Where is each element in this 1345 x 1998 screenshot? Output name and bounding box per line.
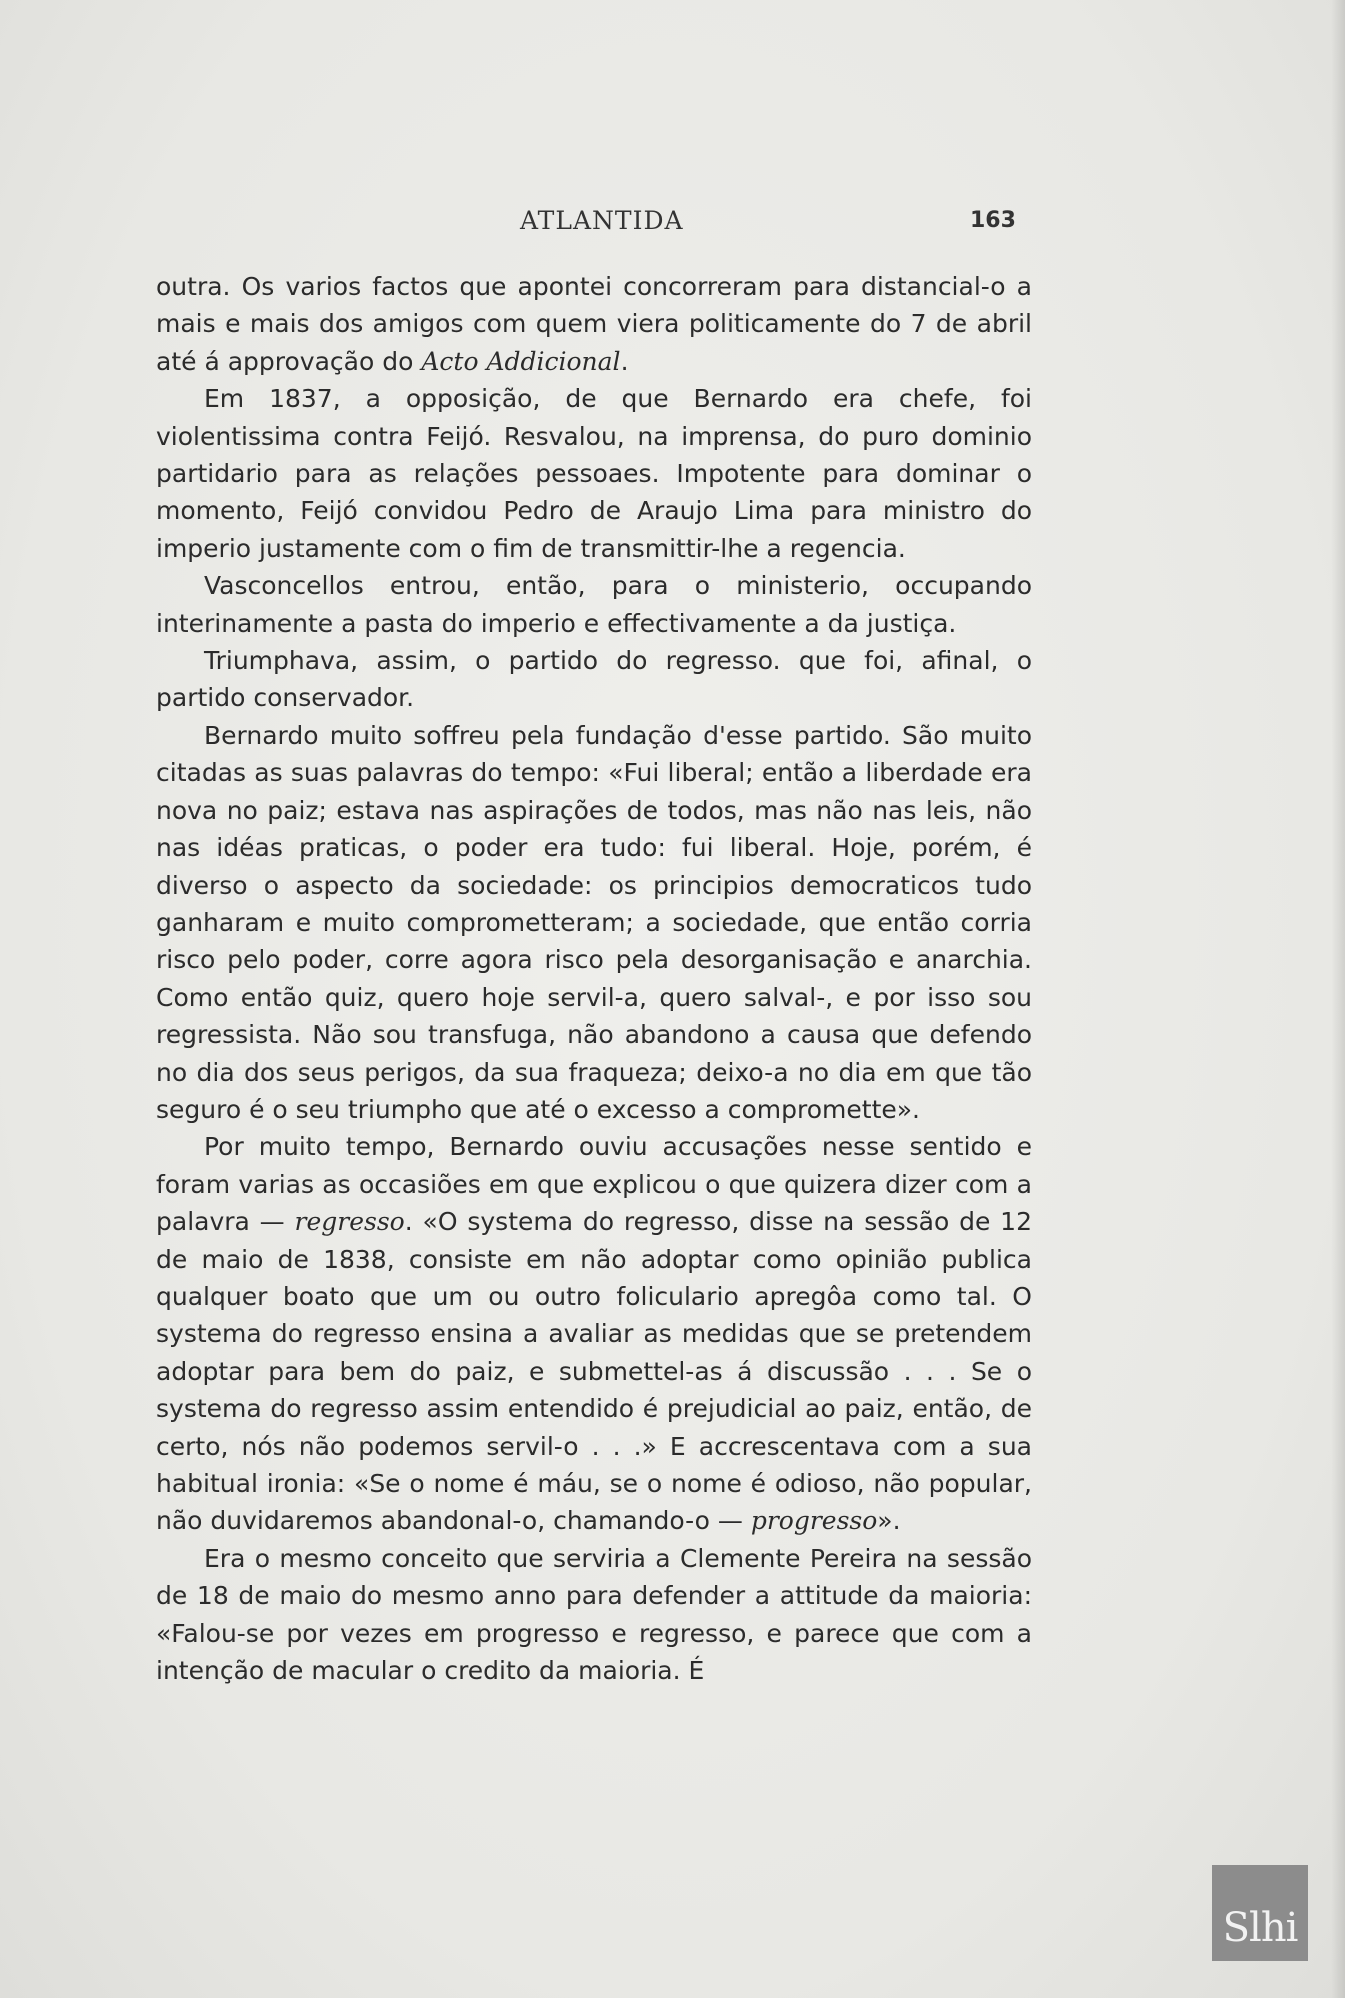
paragraph-text: Triumphava, assim, o partido do regresso. que foi, afinal, o partido conservador.: [156, 646, 1032, 713]
paragraph-1: [156, 268, 1032, 380]
paragraph-6: [156, 1128, 1032, 1539]
italic-word: progresso: [750, 1506, 878, 1536]
paragraph-text: ».: [877, 1506, 901, 1536]
italic-title: Acto Addicional: [421, 346, 621, 376]
running-title: ATLANTIDA: [520, 206, 684, 235]
paragraph-text: Era o mesmo conceito que serviria a Clemente Pereira na sessão de 18 de maio do mesmo anno para defender a attitude da maioria: «Falou-se por vezes em progresso e regresso, e parece que com a intenção de macular o credito da maioria. É: [156, 1543, 1032, 1686]
paragraph-7: [156, 1540, 1032, 1690]
paragraph-text: Em 1837, a opposição, de que Bernardo era chefe, foi violentissima contra Feijó. Resvalou, na imprensa, do puro dominio partidario para as relações pessoaes. Impotente para dominar o momento, Feijó convidou Pedro de Araujo Lima para ministro do imperio justamente com o fim de transmittir-lhe a regencia.: [156, 384, 1032, 563]
page-number: 163: [970, 208, 1016, 233]
watermark-text: Slhi: [1222, 1905, 1298, 1951]
paragraph-text: Vasconcellos entrou, então, para o ministerio, occupando interinamente a pasta do imperio e effectivamente a da justiça.: [156, 571, 1032, 638]
italic-word: regresso: [294, 1207, 405, 1237]
watermark-logo: [1212, 1865, 1308, 1961]
paragraph-2: [156, 380, 1032, 567]
paragraph-text: .: [620, 346, 629, 376]
paragraph-text: Por muito tempo, Bernardo ouviu accusações nesse sentido e foram varias as occasiões em que explicou o que quizera dizer com a palavra —: [156, 1132, 1032, 1237]
paragraph-text: outra. Os varios factos que apontei concorreram para distancial-o a mais e mais dos amigos com quem viera politicamente do 7 de abril até á approvação do: [156, 272, 1032, 376]
paragraph-text: Bernardo muito soffreu pela fundação d'esse partido. São muito citadas as suas palavras do tempo: «Fui liberal; então a liberdade era nova no paiz; estava nas aspirações de todos, mas não nas leis, não nas idéas praticas, o poder era tudo: fui liberal. Hoje, porém, é diverso o aspecto da sociedade: os principios democraticos tudo ganharam e muito comprometteram; a sociedade, que então corria risco pelo poder, corre agora risco pela desorganisação e anarchia. Como então quiz, quero hoje servil-a, quero salval-, e por isso sou regressista. Não sou transfuga, não abandono a causa que defendo no dia dos seus perigos, da sua fraqueza; deixo-a no dia em que tão seguro é o seu triumpho que até o excesso a compromette».: [156, 720, 1032, 1124]
paragraph-4: [156, 642, 1032, 717]
paragraph-5: [156, 717, 1032, 1128]
running-header: [0, 200, 1345, 240]
paragraph-text: . «O systema do regresso, disse na sessão de 12 de maio de 1838, consiste em não adoptar como opinião publica qualquer boato que um ou outro foliculario apregôa como tal. O systema do regresso ensina a avaliar as medidas que se pretendem adoptar para bem do paiz, e submettel-as á discussão . . . Se o systema do regresso assim entendido é prejudicial ao paiz, então, de certo, nós não podemos servil-o . . .» E accrescentava com a sua habitual ironia: «Se o nome é máu, se o nome é odioso, não popular, não duvidaremos abandonal-o, chamando-o —: [156, 1207, 1032, 1536]
paragraph-3: [156, 567, 1032, 642]
body-text: [156, 268, 1032, 1689]
page-edge-shadow: [1331, 0, 1345, 1998]
